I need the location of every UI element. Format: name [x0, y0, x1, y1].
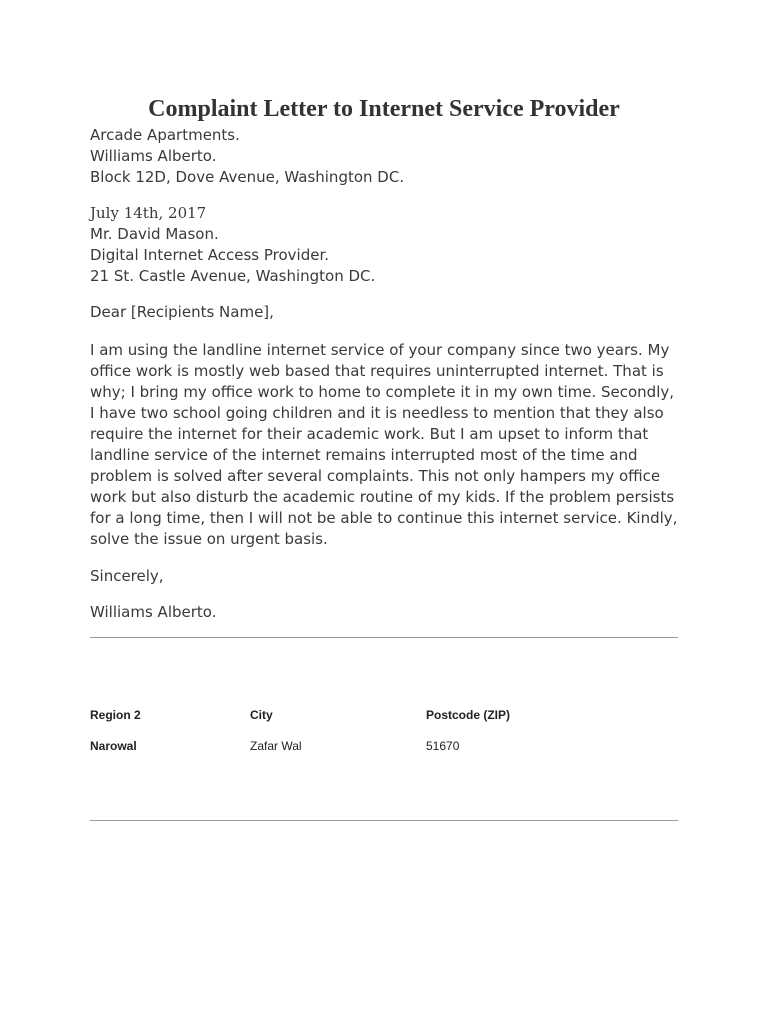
recipient-address-line: 21 St. Castle Avenue, Washington DC.: [90, 267, 376, 285]
body-line: require the internet for their academic work. But I am upset to inform that: [90, 425, 649, 443]
body-line: problem is solved after several complaints. This not only hampers my office: [90, 467, 661, 485]
table-cell-region: Narowal: [90, 739, 137, 753]
body-line: landline service of the internet remains interrupted most of the time and: [90, 446, 638, 464]
table-cell-city: Zafar Wal: [250, 739, 302, 753]
letter-body: [90, 340, 690, 550]
signature-text: Williams Alberto.: [90, 603, 217, 621]
sender-address-line: Williams Alberto.: [90, 147, 217, 165]
body-line: why; I bring my office work to home to complete it in my own time. Secondly,: [90, 383, 675, 401]
table-header-city: City: [250, 708, 273, 722]
document-title: Complaint Letter to Internet Service Provider: [148, 96, 620, 122]
body-line: I am using the landline internet service of your company since two years. My: [90, 341, 670, 359]
closing-text: Sincerely,: [90, 567, 164, 585]
salutation-text: Dear [Recipients Name],: [90, 303, 274, 321]
recipient-address-line: Mr. David Mason.: [90, 225, 219, 243]
table-cell-postcode: 51670: [426, 739, 460, 753]
sender-address-line: Block 12D, Dove Avenue, Washington DC.: [90, 168, 405, 186]
divider-bottom: [90, 820, 678, 821]
table-header-postcode: Postcode (ZIP): [426, 708, 511, 722]
signature: [90, 602, 690, 623]
recipient-block: [90, 203, 690, 287]
body-line: for a long time, then I will not be able to continue this internet service. Kindly,: [90, 509, 678, 527]
sender-address-line: Arcade Apartments.: [90, 126, 240, 144]
sender-address: [90, 125, 690, 188]
body-line: solve the issue on urgent basis.: [90, 530, 328, 548]
body-line: I have two school going children and it is needless to mention that they also: [90, 404, 664, 422]
letter-date: July 14th, 2017: [90, 204, 207, 222]
divider-top: [90, 637, 678, 638]
salutation: [90, 302, 690, 323]
body-line: work but also disturb the academic routine of my kids. If the problem persists: [90, 488, 675, 506]
closing: [90, 566, 690, 587]
recipient-address-line: Digital Internet Access Provider.: [90, 246, 330, 264]
body-line: office work is mostly web based that requires uninterrupted internet. That is: [90, 362, 664, 380]
table-header-region: Region 2: [90, 708, 141, 722]
